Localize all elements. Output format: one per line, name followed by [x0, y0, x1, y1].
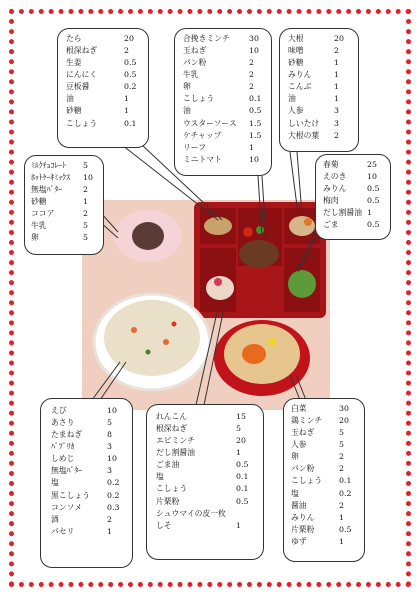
ingredient-row	[288, 33, 350, 45]
ingredient-name: パン粉	[291, 464, 315, 474]
ingredient-amount: 5	[83, 161, 88, 170]
ingredient-row	[31, 160, 97, 172]
ingredient-amount: 0.5	[339, 524, 352, 534]
ingredient-name: たら	[66, 34, 82, 43]
ingredient-name: あさり	[51, 418, 75, 428]
ingredient-name: 玉ねぎ	[291, 428, 315, 438]
ingredient-row	[156, 459, 254, 471]
ingredient-name: 大根の葉	[288, 130, 320, 140]
ingredient-amount: 0.2	[124, 82, 137, 92]
ingredient-name: にんにく	[66, 70, 98, 80]
ingredient-name: しいたけ	[288, 118, 320, 128]
ingredient-amount: 3	[334, 106, 339, 116]
ingredient-row	[156, 520, 254, 532]
ingredient-amount: 1.5	[249, 118, 262, 128]
ingredient-name: パセリ	[51, 526, 75, 536]
ingredient-name: ミニトマト	[183, 154, 222, 164]
ingredient-row	[66, 81, 140, 93]
ingredient-row	[288, 57, 350, 69]
ingredient-row	[51, 429, 122, 441]
ingredient-amount: 5	[339, 440, 344, 450]
ingredient-amount: 1	[236, 520, 241, 530]
ingredient-row	[288, 81, 350, 93]
ingredient-row	[183, 33, 263, 45]
ingredient-row	[291, 536, 357, 548]
ingredient-row	[323, 183, 383, 195]
ingredient-row	[291, 512, 357, 524]
ingredient-name: 砂糖	[66, 106, 82, 116]
ingredient-name: こしょう	[291, 476, 323, 486]
ingredient-amount: 1	[334, 82, 339, 92]
ingredient-row	[291, 403, 357, 415]
ingredient-amount: 2	[334, 46, 339, 56]
ingredient-name: ﾐﾙｸﾁｮｺﾚｰﾄ	[31, 161, 67, 170]
ingredient-name: 卵	[183, 82, 191, 92]
ingredient-amount: 10	[83, 173, 93, 183]
ingredient-row	[323, 219, 383, 231]
ingredient-amount: 2	[83, 209, 88, 219]
ingredient-name: 無塩ﾊﾞﾀｰ	[51, 466, 83, 476]
ingredient-amount: 20	[339, 416, 349, 426]
ingredient-row	[66, 57, 140, 69]
ingredient-row	[156, 435, 254, 447]
ingredient-row	[51, 405, 122, 417]
ingredient-amount: 1	[236, 448, 241, 458]
ingredient-amount: 20	[236, 436, 246, 446]
ingredient-name: リーフ	[183, 142, 207, 152]
ingredient-name: ﾎｯﾄｹｰｷﾐｯｸｽ	[31, 173, 70, 183]
ingredient-row	[156, 423, 254, 435]
ingredient-amount: 10	[249, 46, 259, 56]
ingredient-name: 梅肉	[323, 196, 339, 206]
ingredient-name: れんこん	[156, 412, 188, 421]
ingredient-name: みりん	[291, 512, 315, 522]
ingredient-name: 砂糖	[31, 197, 47, 207]
ingredient-amount: 25	[367, 160, 377, 169]
ingredient-amount: 20	[124, 34, 134, 43]
ingredient-name: 鶏ミンチ	[291, 416, 323, 426]
ingredient-name: コンソメ	[51, 502, 83, 512]
ingredient-row	[66, 33, 140, 45]
ingredient-name: 油	[66, 94, 74, 104]
ingredient-amount: 1	[334, 94, 339, 104]
ingredient-name: こしょう	[156, 484, 188, 494]
ingredient-amount: 2	[107, 514, 112, 524]
ingredient-amount: 2	[249, 58, 254, 68]
ingredient-name: 卵	[31, 233, 39, 243]
ingredient-name: みりん	[288, 70, 312, 80]
ingredient-name: 人参	[288, 106, 304, 116]
ingredient-row	[51, 514, 122, 526]
ingredient-amount: 0.5	[367, 196, 380, 206]
ingredient-amount: 3	[334, 118, 339, 128]
ingredient-name: シュウマイの皮一枚	[156, 508, 226, 518]
ingredient-name: ウスターソース	[183, 118, 237, 128]
ingredient-row	[156, 411, 254, 423]
ingredient-amount: 10	[107, 406, 117, 415]
ingredient-row	[183, 45, 263, 57]
ingredient-row	[288, 69, 350, 81]
ingredient-row	[51, 502, 122, 514]
ingredient-name: ごま	[323, 220, 339, 230]
ingredient-row	[291, 451, 357, 463]
ingredients-box-cake	[24, 155, 104, 255]
ingredient-row	[183, 142, 263, 154]
ingredient-name: 牛乳	[183, 70, 199, 80]
ingredient-name: 玉ねぎ	[183, 46, 207, 56]
ingredient-row	[183, 93, 263, 105]
ingredient-row	[288, 105, 350, 117]
ingredient-row	[288, 93, 350, 105]
ingredient-row	[66, 45, 140, 57]
ingredient-name: えび	[51, 406, 67, 415]
ingredient-amount: 1	[124, 106, 129, 116]
ingredient-row	[66, 93, 140, 105]
ingredient-row	[183, 69, 263, 81]
ingredient-row	[66, 118, 140, 130]
ingredient-name: 黒こしょう	[51, 490, 90, 500]
ingredient-name: しめじ	[51, 454, 75, 464]
ingredient-name: ゆず	[291, 536, 307, 546]
ingredient-row	[288, 118, 350, 130]
ingredient-amount: 1	[367, 208, 372, 218]
ingredient-name: 白菜	[291, 404, 307, 413]
ingredient-name: こしょう	[183, 94, 215, 104]
ingredient-name: 酒	[51, 514, 59, 524]
ingredient-name: ケチャップ	[183, 130, 222, 140]
ingredient-amount: 0.5	[236, 496, 249, 506]
ingredient-row	[51, 526, 122, 538]
ingredient-row	[183, 118, 263, 130]
ingredient-amount: 5	[236, 424, 241, 434]
ingredients-box-aemono	[315, 154, 391, 240]
ingredient-amount: 30	[249, 34, 259, 43]
ingredient-amount: 0.5	[367, 184, 380, 194]
ingredients-box-rice	[40, 398, 133, 568]
ingredient-name: 味噌	[288, 46, 304, 56]
ingredient-row	[323, 159, 383, 171]
ingredient-name: だし割醤油	[156, 448, 195, 458]
ingredient-amount: 10	[249, 154, 259, 164]
ingredient-row	[51, 441, 122, 453]
ingredient-amount: 8	[107, 430, 112, 440]
ingredient-name: 塩	[156, 472, 164, 482]
ingredient-name: だし割醤油	[323, 208, 362, 218]
ingredient-row	[51, 465, 122, 477]
ingredient-row	[291, 524, 357, 536]
ingredient-row	[291, 463, 357, 475]
ingredient-row	[31, 208, 97, 220]
ingredient-row	[31, 232, 97, 244]
ingredient-name: 無塩ﾊﾞﾀｰ	[31, 185, 63, 195]
ingredient-amount: 0.1	[236, 472, 249, 482]
ingredient-amount: 5	[339, 428, 344, 438]
ingredient-row	[183, 154, 263, 166]
ingredient-row	[291, 488, 357, 500]
ingredient-amount: 1	[339, 512, 344, 522]
ingredient-name: 卵	[291, 452, 299, 462]
ingredient-row	[51, 453, 122, 465]
ingredient-row	[291, 427, 357, 439]
ingredients-box-nimono	[279, 28, 359, 152]
ingredient-name: 塩	[291, 488, 299, 498]
ingredient-amount: 2	[83, 185, 88, 195]
ingredient-amount: 1	[107, 526, 112, 536]
ingredient-amount: 10	[367, 172, 377, 182]
ingredient-row	[51, 477, 122, 489]
ingredient-amount: 0.1	[236, 484, 249, 494]
ingredient-row	[66, 69, 140, 81]
ingredients-box-shumai	[146, 404, 264, 560]
ingredient-amount: 0.5	[236, 460, 249, 470]
ingredient-amount: 2	[249, 70, 254, 80]
ingredient-amount: 3	[107, 466, 112, 476]
ingredient-amount: 3	[107, 442, 112, 452]
ingredient-amount: 0.2	[339, 488, 352, 498]
ingredient-amount: 30	[339, 404, 349, 413]
ingredient-name: みりん	[323, 184, 347, 194]
ingredient-row	[156, 483, 254, 495]
ingredient-amount: 1	[339, 536, 344, 546]
ingredient-name: 根深ねぎ	[66, 46, 98, 56]
ingredient-amount: 5	[107, 418, 112, 428]
ingredient-name: えのき	[323, 172, 347, 182]
ingredient-row	[323, 195, 383, 207]
ingredient-row	[31, 172, 97, 184]
ingredient-amount: 0.5	[367, 220, 380, 230]
ingredient-name: 合挽きミンチ	[183, 34, 230, 43]
ingredient-amount: 2	[249, 82, 254, 92]
ingredient-row	[323, 171, 383, 183]
ingredient-row	[156, 471, 254, 483]
ingredient-row	[31, 196, 97, 208]
ingredient-name: ﾊﾞﾌﾟﾘｶ	[51, 442, 75, 452]
ingredient-name: 砂糖	[288, 58, 304, 68]
ingredient-row	[183, 57, 263, 69]
ingredient-name: 豆板醤	[66, 82, 90, 92]
ingredient-row	[31, 220, 97, 232]
ingredient-amount: 0.5	[249, 106, 262, 116]
ingredient-row	[183, 105, 263, 117]
ingredient-amount: 0.2	[107, 490, 120, 500]
ingredient-name: しそ	[156, 520, 172, 530]
ingredient-amount: 10	[107, 454, 117, 464]
ingredient-row	[51, 417, 122, 429]
ingredient-name: こんぶ	[288, 82, 312, 92]
ingredient-amount: 15	[236, 412, 246, 421]
ingredient-name: 塩	[51, 478, 59, 488]
ingredients-box-soup	[283, 398, 365, 562]
ingredient-name: こしょう	[66, 118, 98, 128]
ingredient-row	[323, 207, 383, 219]
ingredient-row	[66, 105, 140, 117]
ingredient-row	[31, 184, 97, 196]
ingredient-row	[183, 130, 263, 142]
ingredient-name: 油	[183, 106, 191, 116]
ingredient-amount: 1	[83, 197, 88, 207]
ingredient-name: 根深ねぎ	[156, 424, 188, 434]
ingredient-amount: 0.2	[107, 478, 120, 488]
ingredient-amount: 2	[339, 464, 344, 474]
ingredient-amount: 5	[83, 221, 88, 231]
ingredient-name: 牛乳	[31, 221, 47, 231]
ingredient-name: パン粉	[183, 58, 207, 68]
ingredient-amount: 1	[124, 94, 129, 104]
ingredient-row	[183, 81, 263, 93]
ingredient-row	[291, 475, 357, 487]
ingredient-amount: 2	[334, 130, 339, 140]
ingredient-amount: 1	[334, 58, 339, 68]
ingredient-name: 春菊	[323, 160, 339, 169]
ingredient-row	[156, 508, 254, 520]
ingredient-amount: 0.1	[249, 94, 262, 104]
ingredient-row	[156, 496, 254, 508]
ingredient-row	[291, 500, 357, 512]
ingredient-name: ココア	[31, 209, 55, 219]
ingredient-amount: 20	[334, 34, 344, 43]
ingredient-name: たまねぎ	[51, 430, 83, 440]
ingredient-row	[51, 490, 122, 502]
ingredient-row	[156, 447, 254, 459]
ingredient-name: 醤油	[291, 500, 307, 510]
ingredient-amount: 1	[334, 70, 339, 80]
ingredient-row	[291, 439, 357, 451]
ingredient-amount: 2	[124, 46, 129, 56]
ingredient-name: 片栗粉	[156, 496, 180, 506]
ingredient-amount: 0.5	[124, 58, 137, 68]
ingredient-amount: 0.1	[124, 118, 137, 128]
ingredient-name: 片栗粉	[291, 524, 315, 534]
ingredient-amount: 1.5	[249, 130, 262, 140]
ingredient-row	[288, 130, 350, 142]
ingredient-amount: 2	[339, 500, 344, 510]
ingredient-name: 人参	[291, 440, 307, 450]
ingredient-row	[288, 45, 350, 57]
ingredients-box-salad	[57, 28, 149, 148]
ingredient-amount: 0.3	[107, 502, 120, 512]
ingredient-name: ごま油	[156, 460, 180, 470]
ingredient-amount: 2	[339, 452, 344, 462]
ingredient-name: 大根	[288, 34, 304, 43]
ingredient-row	[291, 415, 357, 427]
ingredient-name: 生姜	[66, 58, 82, 68]
ingredient-amount: 0.5	[124, 70, 137, 80]
ingredient-amount: 1	[249, 142, 254, 152]
ingredients-box-hamburg	[174, 28, 272, 176]
ingredient-amount: 5	[83, 233, 88, 243]
ingredient-name: 油	[288, 94, 296, 104]
ingredient-amount: 0.1	[339, 476, 352, 486]
ingredient-name: エビミンチ	[156, 436, 195, 446]
